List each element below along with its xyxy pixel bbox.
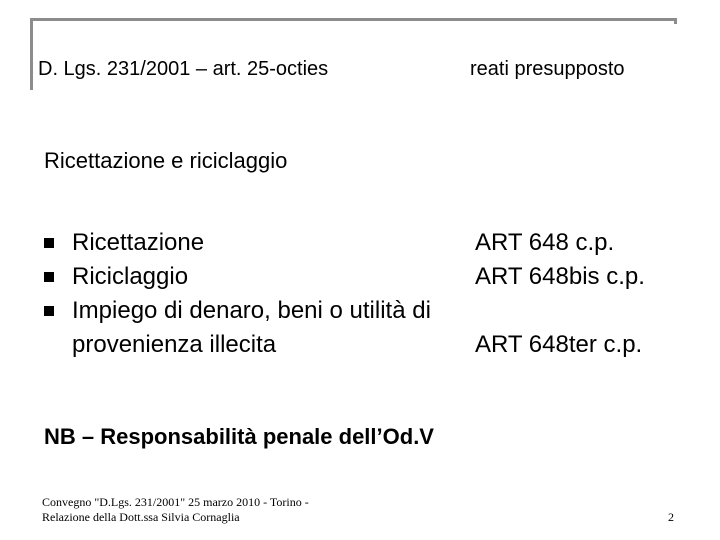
offence-label: Impiego di denaro, beni o utilità di [72, 297, 431, 324]
list-item [44, 260, 704, 294]
bullet-square-icon [44, 272, 54, 282]
footer-credit [42, 495, 342, 525]
header-topic: reati presupposto [470, 58, 625, 80]
list-item [44, 294, 704, 328]
frame-left-rule [30, 18, 33, 90]
footer-speaker-line: Relazione della Dott.ssa Silvia Cornaglia [42, 510, 240, 524]
offence-label: Ricettazione [72, 229, 205, 256]
bullet-square-icon [44, 238, 54, 248]
header-law-reference: D. Lgs. 231/2001 – art. 25-octies [38, 58, 329, 80]
bullet-square-icon [44, 306, 54, 316]
article-reference: ART 648ter c.p. [475, 331, 643, 358]
list-item [44, 226, 704, 260]
footer-event-line: Convegno "D.Lgs. 231/2001" 25 marzo 2010 - Torino - [42, 495, 309, 509]
article-reference: ART 648 c.p. [475, 229, 615, 256]
page-number: 2 [668, 510, 674, 524]
note-line: NB – Responsabilità penale dell’Od.V [44, 424, 434, 449]
frame-right-tick [674, 18, 677, 24]
list-item-continuation [44, 328, 704, 362]
frame-top-rule [30, 18, 677, 21]
offence-list [44, 226, 704, 362]
section-title: Ricettazione e riciclaggio [44, 148, 288, 173]
offence-label-continuation: provenienza illecita [72, 331, 277, 358]
offence-label: Riciclaggio [72, 263, 189, 290]
article-reference: ART 648bis c.p. [475, 263, 645, 290]
